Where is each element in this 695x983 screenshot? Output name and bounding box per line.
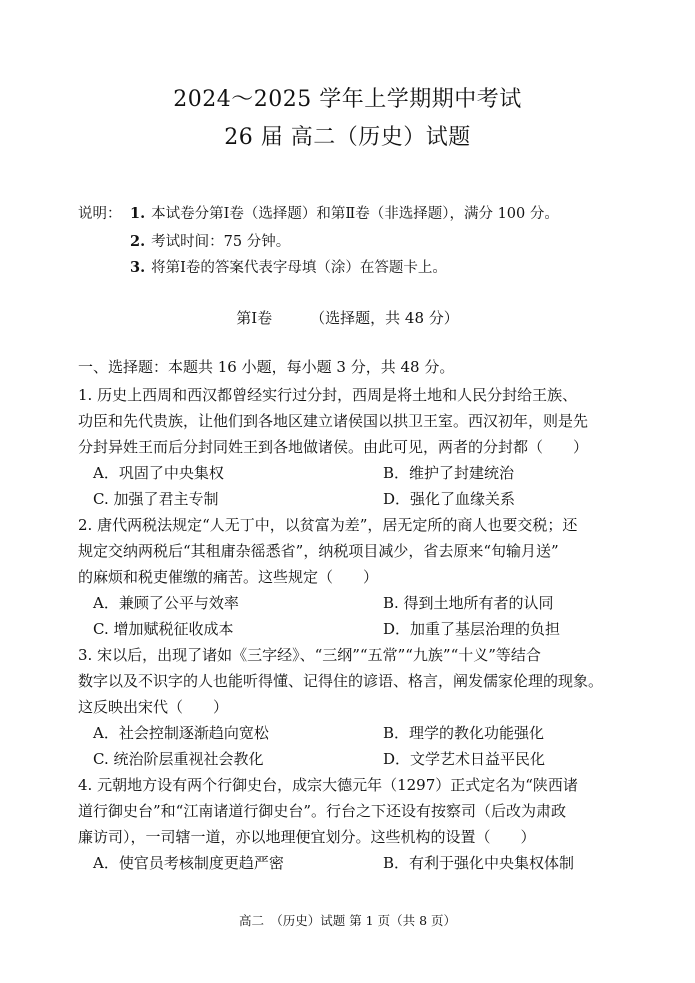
instruction-item: [130, 230, 290, 251]
question-3-line: 这反映出宋代（ ）: [78, 698, 229, 716]
question-2-option-c: C. 增加赋税征收成本: [93, 620, 234, 638]
question-1-option-a: A．巩固了中央集权: [93, 464, 224, 482]
question-2-option-a: A．兼顾了公平与效率: [93, 594, 239, 612]
question-1-line: 分封异姓王而后分封同姓王到各地做诸侯。由此可见，两者的分封都（ ）: [78, 438, 589, 456]
instruction-item: [130, 202, 559, 223]
question-3-option-a: A．社会控制逐渐趋向宽松: [93, 724, 269, 742]
instruction-text: 将第Ⅰ卷的答案代表字母填（涂）在答题卡上。: [151, 260, 447, 276]
question-4-line: 道行御史台”和“江南诸道行御史台”。行台之下还设有按察司（后改为肃政: [78, 802, 567, 820]
page-footer: 高二 （历史）试题 第 1 页（共 8 页）: [238, 913, 457, 928]
question-3-option-c: C. 统治阶层重视社会教化: [93, 750, 264, 768]
exam-subtitle: 26 届 高二（历史）试题: [224, 125, 471, 150]
question-3-option-d: D．文学艺术日益平民化: [383, 750, 546, 768]
instruction-text: 考试时间：75 分钟。: [151, 234, 291, 250]
question-1-option-b: B．维护了封建统治: [383, 464, 515, 482]
question-1-option-d: D．强化了血缘关系: [383, 490, 516, 508]
question-4-option-b: B．有利于强化中央集权体制: [383, 854, 575, 872]
section-description: （选择题，共 48 分）: [310, 309, 459, 327]
question-4-line: 廉访司），一司辖一道，亦以地理便宜划分。这些机构的设置（ ）: [78, 828, 536, 846]
question-4-option-a: A．使官员考核制度更趋严密: [93, 854, 284, 872]
part-heading: 一、选择题：本题共 16 小题，每小题 3 分，共 48 分。: [78, 358, 455, 376]
question-1-line: 功臣和先代贵族，让他们到各地区建立诸侯国以拱卫王室。西汉初年，则是先: [78, 412, 589, 430]
instruction-number: 3.: [130, 259, 146, 276]
section-name: 第Ⅰ卷: [236, 309, 273, 327]
question-4-line: 4. 元朝地方设有两个行御史台，成宗大德元年（1297）正式定名为“陕西诸: [78, 776, 578, 794]
question-2-line: 2. 唐代两税法规定“人无丁中，以贫富为差”，居无定所的商人也要交税；还: [78, 516, 578, 534]
question-2-option-d: D．加重了基层治理的负担: [383, 620, 561, 638]
question-3-line: 3. 宋以后，出现了诸如《三字经》、“三纲”“五常”“九族”“十义”等结合: [78, 646, 541, 664]
instruction-item: [130, 256, 447, 277]
instruction-number: 2.: [130, 233, 146, 250]
question-1-option-c: C. 加强了君主专制: [93, 490, 219, 508]
question-2-line: 的麻烦和税吏催缴的痛苦。这些规定（ ）: [78, 568, 379, 586]
instruction-number: 1.: [130, 205, 146, 222]
instructions-label: 说明：: [78, 206, 122, 222]
question-3-line: 数字以及不识字的人也能听得懂、记得住的谚语、格言，阐发儒家伦理的现象。: [78, 672, 604, 690]
question-3-option-b: B．理学的教化功能强化: [383, 724, 545, 742]
question-1-line: 1. 历史上西周和西汉都曾经实行过分封，西周是将土地和人民分封给王族、: [78, 386, 578, 404]
instruction-text: 本试卷分第Ⅰ卷（选择题）和第Ⅱ卷（非选择题），满分 100 分。: [151, 206, 559, 222]
exam-title: 2024～2025 学年上学期期中考试: [173, 87, 522, 112]
question-2-option-b: B. 得到土地所有者的认同: [383, 594, 554, 612]
question-2-line: 规定交纳两税后“其租庸杂徭悉省”，纳税项目减少，省去原来“旬输月送”: [78, 542, 559, 560]
section-title: [0, 307, 695, 328]
